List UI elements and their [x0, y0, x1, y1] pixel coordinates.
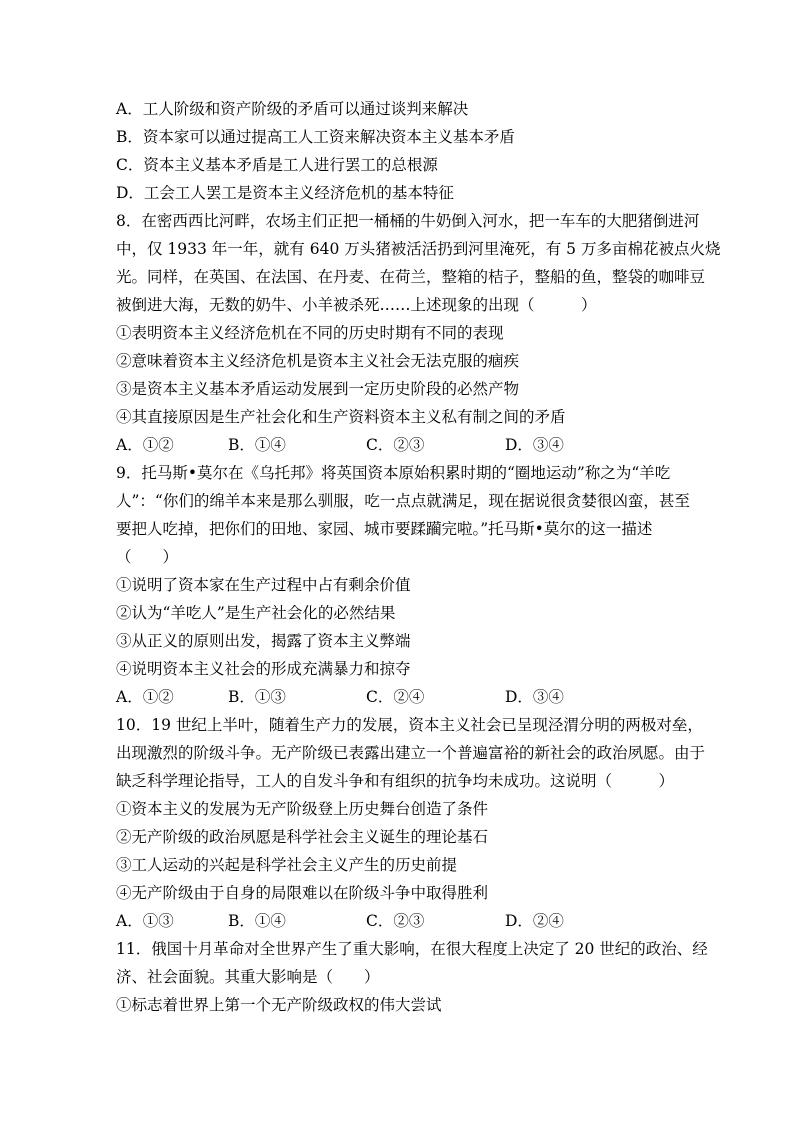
q10-item-1: ①资本主义的发展为无产阶级登上历史舞台创造了条件 [116, 800, 489, 818]
q10-stem-line-1: 10．19 世纪上半叶，随着生产力的发展，资本主义社会已呈现泾渭分明的两极对垒， [116, 716, 703, 734]
q8-item-4: ④其直接原因是生产社会化和生产资料资本主义私有制之间的矛盾 [116, 408, 566, 426]
q10-choice-c: C．②③ [366, 912, 425, 930]
q7-option-b: B．资本家可以通过提高工人工资来解决资本主义基本矛盾 [116, 128, 515, 146]
q9-choice-c: C．②④ [366, 688, 425, 706]
q10-item-4: ④无产阶级由于自身的局限难以在阶级斗争中取得胜利 [116, 884, 489, 902]
q8-stem-line-1: 8．在密西西比河畔，农场主们正把一桶桶的牛奶倒入河水，把一车车的大肥猪倒进河 [116, 212, 700, 230]
q8-choices [116, 435, 585, 455]
q11-stem-line-1: 11．俄国十月革命对全世界产生了重大影响，在很大程度上决定了 20 世纪的政治、经 [116, 940, 708, 958]
q10-choice-b: B．①④ [228, 912, 286, 930]
q8-choice-a: A．①② [116, 436, 174, 454]
q9-stem-line-3: 要把人吃掉，把你们的田地、家园、城市要蹂躏完啦。”托马斯•莫尔的这一描述 [116, 520, 653, 538]
q9-item-4: ④说明资本主义社会的形成充满暴力和掠夺 [116, 660, 411, 678]
q9-choice-b: B．①③ [228, 688, 286, 706]
q10-item-2: ②无产阶级的政治夙愿是科学社会主义诞生的理论基石 [116, 828, 489, 846]
q9-choice-d: D．③④ [505, 688, 564, 706]
q10-choices [116, 911, 585, 931]
q8-item-3: ③是资本主义基本矛盾运动发展到一定历史阶段的必然产物 [116, 380, 520, 398]
q10-item-3: ③工人运动的兴起是科学社会主义产生的历史前提 [116, 856, 458, 874]
q9-choice-a: A．①② [116, 688, 174, 706]
q8-choice-c: C．②③ [366, 436, 425, 454]
q9-item-3: ③从正义的原则出发，揭露了资本主义弊端 [116, 632, 411, 650]
q9-item-1: ①说明了资本家在生产过程中占有剩余价值 [116, 576, 411, 594]
q7-option-d: D．工会工人罢工是资本主义经济危机的基本特征 [116, 184, 454, 202]
q8-choice-d: D．③④ [505, 436, 564, 454]
q10-choice-a: A．①③ [116, 912, 174, 930]
q8-item-1: ①表明资本主义经济危机在不同的历史时期有不同的表现 [116, 324, 504, 342]
q9-item-2: ②认为“羊吃人”是生产社会化的必然结果 [116, 604, 396, 622]
q9-stem-line-1: 9．托马斯•莫尔在《乌托邦》将英国资本原始积累时期的“圈地运动”称之为“羊吃 [116, 464, 671, 482]
q8-item-2: ②意味着资本主义经济危机是资本主义社会无法克服的痼疾 [116, 352, 520, 370]
q10-stem-line-3: 缺乏科学理论指导，工人的自发斗争和有组织的抗争均未成功。这说明（ ） [116, 772, 675, 790]
q7-option-c: C．资本主义基本矛盾是工人进行罢工的总根源 [116, 156, 438, 174]
q10-choice-d: D．②④ [505, 912, 564, 930]
q8-stem-line-3: 光。同样，在英国、在法国、在丹麦、在荷兰，整箱的桔子，整船的鱼，整袋的咖啡豆 [116, 268, 706, 286]
q9-stem-line-2: 人”：“你们的绵羊本来是那么驯服，吃一点点就满足，现在据说很贪婪很凶蛮，甚至 [116, 492, 690, 510]
q11-item-1: ①标志着世界上第一个无产阶级政权的伟大尝试 [116, 996, 442, 1014]
q9-stem-line-4: （ ） [116, 548, 179, 566]
q7-option-a: A．工人阶级和资产阶级的矛盾可以通过谈判来解决 [116, 100, 469, 118]
q9-choices [116, 687, 585, 707]
q8-stem-line-4: 被倒进大海，无数的奶牛、小羊被杀死……上述现象的出现（ ） [116, 296, 597, 314]
q8-stem-line-2: 中，仅 1933 年一年，就有 640 万头猪被活活扔到河里淹死，有 5 万多亩棉花被点火烧 [116, 240, 721, 258]
q8-choice-b: B．①④ [228, 436, 286, 454]
q10-stem-line-2: 出现激烈的阶级斗争。无产阶级已表露出建立一个普遍富裕的新社会的政治夙愿。由于 [116, 744, 706, 762]
q11-stem-line-2: 济、社会面貌。其重大影响是（ ） [116, 968, 380, 986]
